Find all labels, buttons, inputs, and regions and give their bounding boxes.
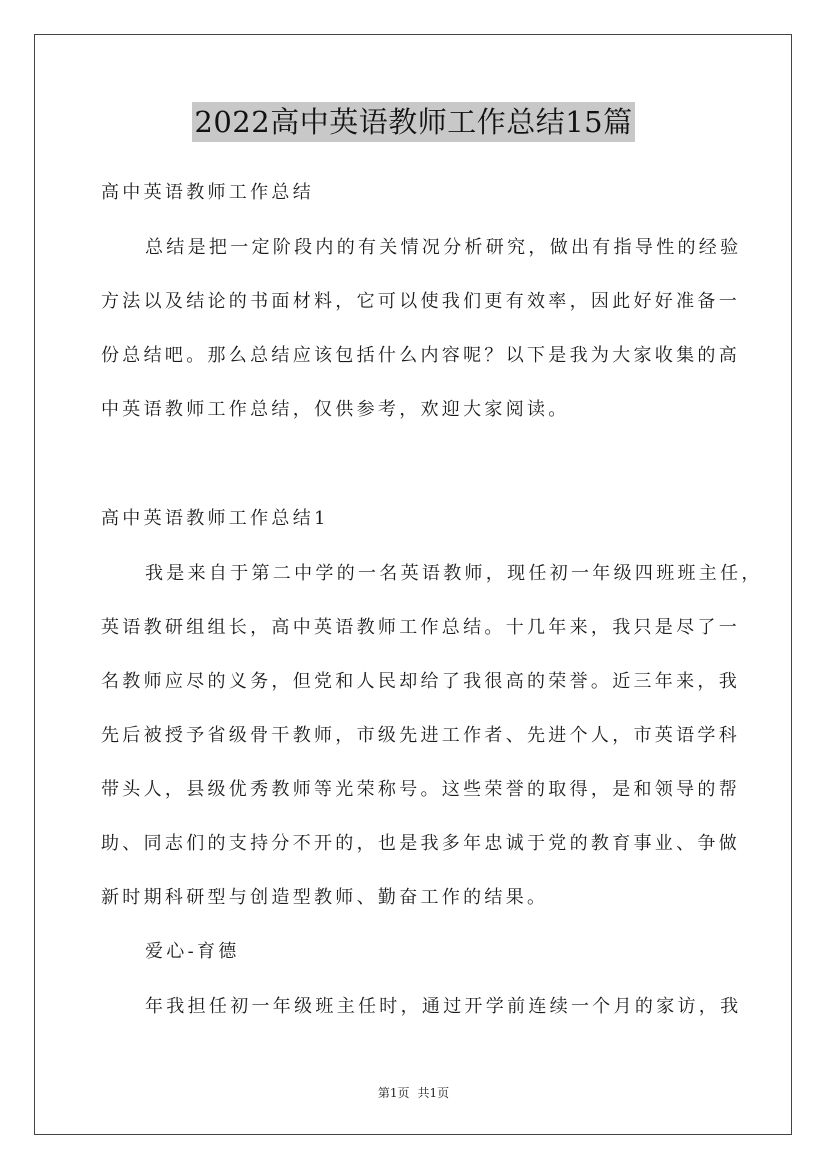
page-footer: [0, 1085, 827, 1101]
body-line: 先后被授予省级骨干教师，市级先进工作者、先进个人，市英语学科: [101, 725, 740, 746]
section-heading-intro: 高中英语教师工作总结: [101, 182, 314, 203]
section-heading-1: 高中英语教师工作总结1: [101, 508, 329, 529]
body-line: 年我担任初一年级班主任时，通过开学前连续一个月的家访，我: [145, 996, 742, 1017]
page-total: 共1页: [417, 1086, 450, 1100]
intro-line: 方法以及结论的书面材料，它可以使我们更有效率，因此好好准备一: [101, 291, 740, 312]
document-title: 2022高中英语教师工作总结15篇: [192, 102, 634, 142]
body-line: 新时期科研型与创造型教师、勤奋工作的结果。: [101, 887, 549, 908]
title-container: [0, 102, 827, 142]
body-line: 名教师应尽的义务，但党和人民却给了我很高的荣誉。近三年来，我: [101, 671, 740, 692]
intro-line: 总结是把一定阶段内的有关情况分析研究，做出有指导性的经验: [145, 237, 742, 258]
body-line: 助、同志们的支持分不开的，也是我多年忠诚于党的教育事业、争做: [101, 833, 740, 854]
subheading: 爱心-育德: [145, 941, 240, 962]
page-number: 第1页: [377, 1086, 410, 1100]
intro-line: 份总结吧。那么总结应该包括什么内容呢？以下是我为大家收集的高: [101, 345, 740, 366]
intro-line: 中英语教师工作总结，仅供参考，欢迎大家阅读。: [101, 399, 570, 420]
body-line: 我是来自于第二中学的一名英语教师，现任初一年级四班班主任，: [145, 563, 763, 584]
body-line: 英语教研组组长，高中英语教师工作总结。十几年来，我只是尽了一: [101, 617, 740, 638]
body-line: 带头人，县级优秀教师等光荣称号。这些荣誉的取得，是和领导的帮: [101, 779, 740, 800]
